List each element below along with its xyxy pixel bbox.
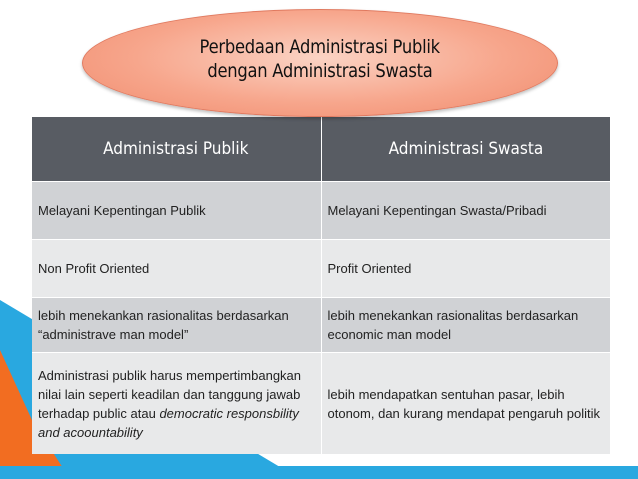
table-header-row (32, 117, 610, 182)
title-line-1: Perbedaan Administrasi Publik (199, 36, 441, 58)
title-ellipse (82, 9, 558, 117)
blue-bottom-strip (0, 466, 638, 479)
cell-private: Melayani Kepentingan Swasta/Pribadi (321, 182, 610, 240)
comparison-table (32, 117, 610, 454)
cell-public-text: Administrasi publik harus mempertimbangkan nilai lain seperti keadilan dan tanggung jawab terhadap public atau (38, 367, 302, 421)
header-public-label: Administrasi Publik (103, 139, 249, 159)
cell-public-italic: democratic responsbility and acoountability (38, 405, 299, 440)
title-line-2: dengan Administrasi Swasta (207, 60, 433, 82)
cell-public (32, 353, 321, 455)
cell-private: lebih menekankan rasionalitas berdasarkan economic man model (321, 298, 610, 353)
header-private (321, 117, 610, 182)
table-row (32, 240, 610, 298)
table-row (32, 353, 610, 455)
cell-public: Non Profit Oriented (32, 240, 321, 298)
cell-public: Melayani Kepentingan Publik (32, 182, 321, 240)
cell-private: Profit Oriented (321, 240, 610, 298)
table-row (32, 298, 610, 353)
cell-private: lebih mendapatkan sentuhan pasar, lebih otonom, dan kurang mendapat pengaruh politik (321, 353, 610, 455)
header-public (32, 117, 321, 182)
header-private-label: Administrasi Swasta (388, 139, 544, 159)
cell-public: lebih menekankan rasionalitas berdasarkan “administrave man model” (32, 298, 321, 353)
table-row (32, 182, 610, 240)
